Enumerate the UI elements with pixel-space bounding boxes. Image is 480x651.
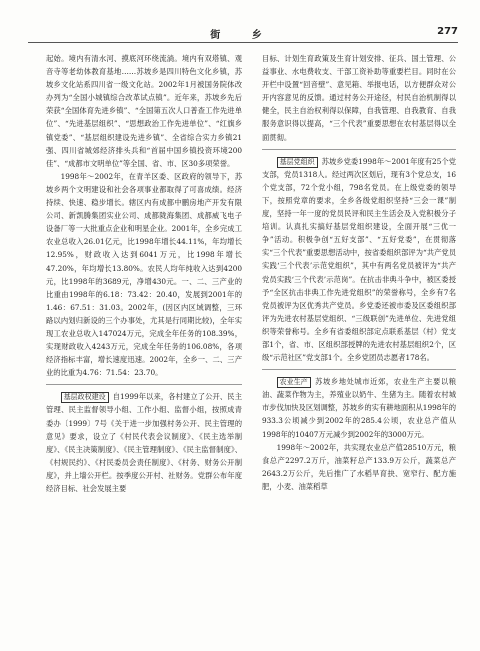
running-header: [28, 26, 458, 43]
paragraph-text: 自1999年以来，各村建立了公开、民主管理、民主监督领导小组、工作小组、监督小组，按照成青委办〔1999〕7号《关于进一步加强村务公开、民主管理的意见》要求，设立了《村民代表会议制度》、《民主选举制度》、《民主决策制度》、《民主管理制度》、《民主监督制度》、《村规民约》、《村民委员会责任制度》、《村务、财务公开制度》，并上墙公开栏。按季度公开村、社财务。党群公布年度经济目标、社会发展主要: [46, 392, 242, 493]
paragraph: [46, 390, 242, 495]
paragraph: [262, 375, 456, 440]
paragraph-text: 苏坡乡党委1998年～2001年度有25个党支部，党员1318人。经过两次区划后，现有3个党总支，16个党支部，72个党小组，798名党员。在上级党委的领导下，按照党章的要求，全乡各级党组织坚持“三会一课”制度，坚持一年一度的党员民评和民主生活会及入党积极分子培训。认真扎实搞好基层党组织建设，全面开展“三优一争”活动。积极争创“五好支部”、“五好党委”，在贯彻落实“三个代表”重要思想活动中，按省委组织部评为“共产党员实践‘三个代表’示范党组织”，其中有两名党员被评为“共产党员实践‘三个代表’示范岗”。在抗击非典斗争中，被区委授予“全区抗击非典工作先进党组织”的荣誉称号，全乡有7名党员被评为区优秀共产党员。乡党委还被市委及区委组织部评为先进农村基层党组织、“三级联创”先进单位、先进党组织等荣誉称号。全乡有省委组织部定点联系基层（村）党支部1个，省、市、区组织部授牌的先进农村基层组织2个，区级“示范社区”党支部1个。全乡党团员志愿者178名。: [262, 156, 456, 363]
section-divider: [262, 369, 456, 370]
paragraph-text: 苏坡乡地处城市近郊，农业生产主要以粮油、蔬菜作物为主，养殖业以奶牛、生猪为主。随着农村城市步伐加快及区划调整，苏坡乡的实有耕地面积从1998年的933.3公顷减少到2002年的285.4公顷，农业总产值从1998年的10407万元减少到2002年的3000万元。: [262, 377, 456, 439]
paragraph: 起始。境内有清水河、摸底河环绕流淌。境内有双塔镇、观音寺等老幼体教育基地……苏坡乡是四川特色文化乡镇，苏坡乡文化站系四川省一级文化站。2002年1月被国务院体改办列为“全国小城镇综合改革试点镇”。近年来，苏坡乡先后荣获“全国体育先进乡镇”、“全国第五次人口普查工作先进单位”、“先进基层组织”、“思想政治工作先进单位”、“红旗乡镇党委”、“基层组织建设先进乡镇”、全省综合实力乡镇21强、四川省城郊经济排头兵和“首届中国乡镇投资环境200佳”、“成都市文明单位”等全国、省、市、区30多项荣誉。: [46, 54, 242, 168]
running-title: 街 乡: [210, 30, 276, 41]
paragraph: 1998年～2002年，在青羊区委、区政府的领导下，苏坡乡两个文明建设和社会各项事业都取得了可喜成绩。经济持续、快速、稳步增长。辖区内有成都中鹏房地产开发有限公司、新凯腾集团实业公司、成都陇海集团、成都威飞电子设备厂等一大批重点企业和明星企业。2001年，全乡完成工农业总收入26.01亿元，比1998年增长44.11%，年均增长12.95%，财政收入达到6041万元，比1998年增长47.20%，年均增长13.80%。农民人均年纯收入达到4200元，比1998年的3689元，净增430元。一、二、三产业的比重由1998年的6.18：73.42：20.40，发展到2001年的1.46：67.51：31.03。2002年，(因区内区域调整，三环路以内划归新设的三个办事处，尤其是行同期比较)，全年实现工农业总收入147024万元，完成全年任务的108.39%，实现财政收入4243万元，完成全年任务的106.08%，各项经济指标丰富，增长速度迅速。2002年，全乡一、二、三产业的比重为4.76：71.54：23.70。: [46, 171, 242, 378]
paragraph: [262, 155, 456, 365]
left-column: [46, 52, 242, 633]
section-heading: 基层政权建设: [61, 392, 109, 403]
section-divider: [262, 149, 456, 150]
paragraph: 1998年～2002年，共实现农业总产值28510万元，粮食总产2297.2万斤，油菜籽总产133.9万公斤，蔬菜总产2643.2万公斤，先后推广了水稻旱育抉、宽窄行、配方施肥，小麦、油菜稻草: [262, 442, 456, 491]
paragraph: 目标、计划生育政策及生育计划安排、征兵、国土管理、公益事业、水电费收支、干部工资补助等重要栏目。同时在公开栏中设置“回音壁”、意见箱、举报电话，以方便群众对公开内容意见的反馈。通过村务公开途径，村民自治机制得以健全，民主自治权利得以保障，自我管理、自我教育、自我服务意识得以提高，“三个代表”重要思想在农村基层得以全面贯彻。: [262, 54, 456, 142]
section-divider: [46, 384, 242, 385]
right-column: [262, 52, 456, 633]
page-number: 277: [437, 26, 458, 37]
section-heading: 农业生产: [277, 377, 311, 388]
section-heading: 基层党组织: [277, 157, 318, 168]
